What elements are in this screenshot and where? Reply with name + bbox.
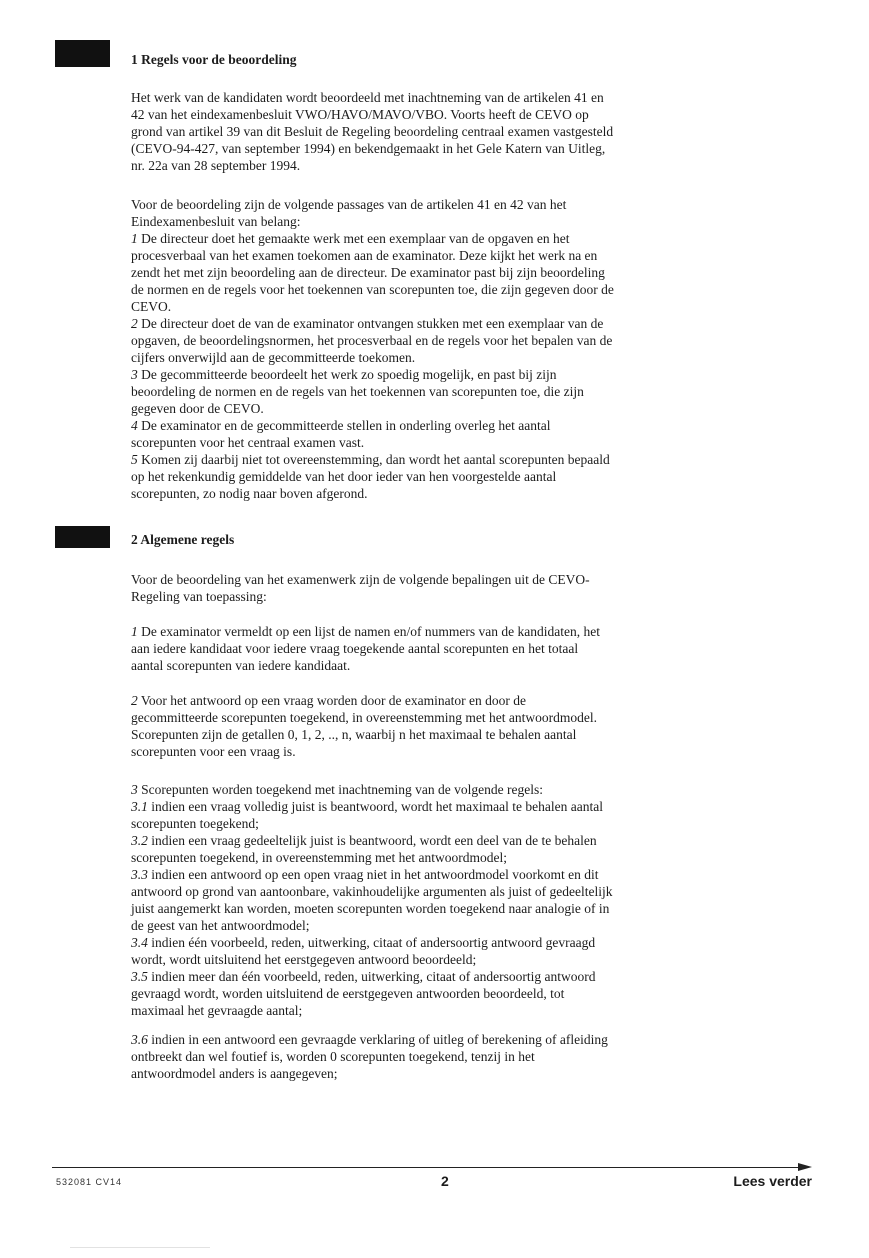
item-number: 1 (131, 624, 138, 639)
item-number: 2 (131, 693, 138, 708)
line-text: aantal scorepunten van iedere kandidaat. (131, 658, 351, 673)
line-text: indien in een antwoord een gevraagde verklaring of uitleg of berekening of afleiding (147, 1032, 608, 1047)
line-text: De directeur doet de van de examinator ontvangen stukken met een exemplaar van de (137, 316, 604, 331)
line-text: Voor het antwoord op een vraag worden door de examinator en door de (137, 693, 527, 708)
line-text: scorepunten voor een vraag is. (131, 744, 296, 759)
document-code: 532081 CV14 (56, 1177, 123, 1187)
line-text: Het werk van de kandidaten wordt beoordeeld met inachtneming van de artikelen 41 en (131, 90, 604, 105)
line-text: CEVO. (131, 299, 172, 314)
line-text: scorepunten, zo nodig naar boven afgerond. (131, 486, 368, 501)
item-number: 5 (131, 452, 138, 467)
line-text: maximaal het gevraagde aantal; (131, 1003, 303, 1018)
section-marker-bar (55, 40, 110, 67)
line-text: de geest van het antwoordmodel; (131, 918, 310, 933)
text-line (131, 123, 613, 140)
text-line (131, 485, 368, 502)
text-line (131, 400, 264, 417)
continue-label: Lees verder (733, 1173, 812, 1189)
text-line (131, 349, 415, 366)
line-text: de normen en de regels voor het toekennen van scorepunten toe, die zijn gegeven door de (131, 282, 614, 297)
text-line (131, 1031, 608, 1048)
text-line (131, 743, 296, 760)
text-line (131, 1002, 302, 1019)
item-number: 1 (131, 231, 138, 246)
text-line (131, 383, 584, 400)
item-number: 2 (131, 316, 138, 331)
line-text: Scorepunten worden toegekend met inachtneming van de volgende regels: (137, 782, 543, 797)
text-line (131, 900, 609, 917)
line-text: indien één voorbeeld, reden, uitwerking, citaat of andersoortig antwoord gevraagd (147, 935, 596, 950)
text-line (131, 883, 613, 900)
item-number: 3.5 (131, 969, 148, 984)
text-line (131, 623, 600, 640)
text-line (131, 298, 171, 315)
line-text: Voor de beoordeling zijn de volgende passages van de artikelen 41 en 42 van het (131, 197, 567, 212)
text-line (131, 798, 603, 815)
line-text: Eindexamenbesluit van belang: (131, 214, 301, 229)
text-line (131, 332, 612, 349)
line-text: antwoordmodel anders is aangegeven; (131, 1066, 338, 1081)
text-line (131, 417, 550, 434)
line-text: Komen zij daarbij niet tot overeenstemming, dan wordt het aantal scorepunten bepaald (137, 452, 610, 467)
page-number: 2 (441, 1173, 449, 1189)
text-line (131, 934, 595, 951)
text-line (131, 692, 526, 709)
line-text: 42 van het eindexamenbesluit VWO/HAVO/MAVO/VBO. Voorts heeft de CEVO op (131, 107, 589, 122)
scan-artifact (70, 1247, 210, 1248)
item-number: 3 (131, 367, 138, 382)
text-line (131, 1048, 535, 1065)
text-line (131, 213, 300, 230)
line-text: procesverbaal van het examen toekomen aan de examinator. Deze kijkt het werk na en (131, 248, 598, 263)
text-line (131, 281, 614, 298)
text-line (131, 866, 599, 883)
section-2-heading: 2 Algemene regels (131, 532, 235, 547)
line-text: gecommitteerde scorepunten toegekend, in overeenstemming met het antwoordmodel. (131, 710, 597, 725)
line-text: cijfers onverwijld aan de gecommitteerde toekomen. (131, 350, 416, 365)
text-line (131, 140, 605, 157)
text-line (131, 640, 578, 657)
line-text: De gecommitteerde beoordeelt het werk zo spoedig mogelijk, en past bij zijn (137, 367, 557, 382)
line-text: zendt het met zijn beoordeling aan de directeur. De examinator past bij zijn beoordeling (131, 265, 605, 280)
text-line (131, 468, 556, 485)
text-line (131, 709, 597, 726)
line-text: indien een vraag volledig juist is beantwoord, wordt het maximaal te behalen aantal (147, 799, 603, 814)
text-line (131, 1065, 338, 1082)
text-line (131, 781, 543, 798)
line-text: grond van artikel 39 van dit Besluit de Regeling beoordeling centraal examen vastgesteld (131, 124, 614, 139)
line-text: ontbreekt dan wel foutief is, worden 0 scorepunten toegekend, tenzij in het (131, 1049, 535, 1064)
line-text: aan iedere kandidaat voor iedere vraag toegekende aantal scorepunten en het totaal (131, 641, 579, 656)
text-line (131, 951, 476, 968)
item-number: 3.2 (131, 833, 148, 848)
item-number: 3.4 (131, 935, 148, 950)
text-line (131, 657, 350, 674)
line-text: opgaven, de beoordelingsnormen, het procesverbaal en de regels voor het bepalen van de (131, 333, 613, 348)
text-line (131, 230, 570, 247)
line-text: indien meer dan één voorbeeld, reden, uitwerking, citaat of andersoortig antwoord (147, 969, 596, 984)
line-text: nr. 22a van 28 september 1994. (131, 158, 301, 173)
text-line (131, 196, 566, 213)
line-text: Voor de beoordeling van het examenwerk zijn de volgende bepalingen uit de CEVO- (131, 572, 590, 587)
text-line (131, 106, 589, 123)
line-text: op het rekenkundig gemiddelde van het door ieder van hen voorgestelde aantal (131, 469, 557, 484)
text-line (131, 849, 507, 866)
footer-rule (52, 1167, 800, 1168)
text-line (131, 89, 604, 106)
line-text: scorepunten toegekend; (131, 816, 259, 831)
line-text: De directeur doet het gemaakte werk met een exemplaar van de opgaven en het (137, 231, 570, 246)
text-line (131, 434, 364, 451)
line-text: De examinator en de gecommitteerde stellen in onderling overleg het aantal (137, 418, 551, 433)
text-line (131, 264, 605, 281)
text-line (131, 917, 309, 934)
item-number: 3.6 (131, 1032, 148, 1047)
line-text: gevraagd wordt, worden uitsluitend de eerstgegeven antwoorden beoordeeld, tot (131, 986, 565, 1001)
text-line (131, 968, 595, 985)
line-text: indien een antwoord op een open vraag niet in het antwoordmodel voorkomt en dit (147, 867, 599, 882)
text-line (131, 985, 564, 1002)
text-line (131, 588, 267, 605)
item-number: 3 (131, 782, 138, 797)
line-text: Scorepunten zijn de getallen 0, 1, 2, .., n, waarbij n het maximaal te behalen aantal (131, 727, 577, 742)
text-line (131, 451, 610, 468)
line-text: scorepunten toegekend, in overeenstemming met het antwoordmodel; (131, 850, 508, 865)
text-line (131, 247, 597, 264)
line-text: (CEVO-94-427, van september 1994) en bekendgemaakt in het Gele Katern van Uitleg, (131, 141, 606, 156)
section-1-heading: 1 Regels voor de beoordeling (131, 52, 297, 67)
line-text: scorepunten voor het centraal examen vast. (131, 435, 365, 450)
section-marker-bar (55, 526, 110, 548)
text-line (131, 815, 259, 832)
line-text: gegeven door de CEVO. (131, 401, 264, 416)
text-line (131, 157, 300, 174)
item-number: 4 (131, 418, 138, 433)
line-text: antwoord op grond van aantoonbare, vakinhoudelijke argumenten als juist of gedeeltelijk (131, 884, 613, 899)
text-line (131, 315, 603, 332)
text-line (131, 571, 590, 588)
arrow-right-icon (798, 1163, 812, 1171)
line-text: beoordeling de normen en de regels van het toekennen van scorepunten toe, die zijn (131, 384, 584, 399)
line-text: indien een vraag gedeeltelijk juist is beantwoord, wordt een deel van de te behalen (147, 833, 597, 848)
line-text: juist aangemerkt kan worden, moeten scorepunten worden toegekend naar analogie of in (131, 901, 610, 916)
line-text: De examinator vermeldt op een lijst de namen en/of nummers van de kandidaten, het (137, 624, 600, 639)
line-text: Regeling van toepassing: (131, 589, 267, 604)
text-line (131, 366, 557, 383)
item-number: 3.3 (131, 867, 148, 882)
text-line (131, 832, 597, 849)
line-text: wordt, wordt uitsluitend het eerstgegeven antwoord beoordeeld; (131, 952, 477, 967)
text-line (131, 726, 576, 743)
item-number: 3.1 (131, 799, 148, 814)
